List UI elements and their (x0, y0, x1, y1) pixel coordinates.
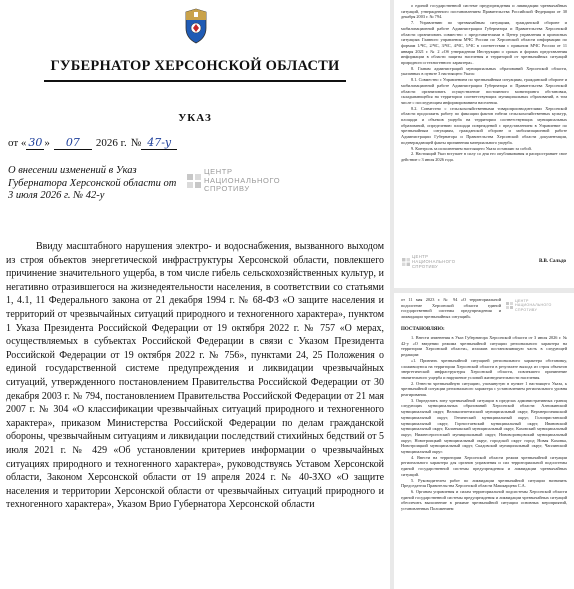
page-2-body (401, 3, 567, 248)
paragraph: 5. Руководителем работ по ликвидации чрезвычайной ситуации назначить Председателя Правительства Херсонской области Машкарцева С.А. (401, 477, 567, 489)
document-page-2 (394, 0, 574, 288)
watermark-mark-icon (187, 174, 201, 188)
date-year: 2026 г. (95, 137, 127, 149)
paragraph: 6. Органам управления и силам территориальной подсистемы Херсонской области единой государственной системы предупреждения и ликвидации чрезвычайных ситуаций обеспечить выполнение в режиме чрезвычайной ситуации основных мероприятий, установленных Положением (401, 488, 567, 512)
watermark-mark-icon (506, 302, 513, 309)
issuing-authority: ГУБЕРНАТОР ХЕРСОНСКОЙ ОБЛАСТИ (50, 58, 340, 74)
document-page-3 (394, 293, 574, 589)
paragraph: 9. Контроль за исполнением настоящего Указа оставляю за собой. (411, 145, 532, 151)
watermark-logo (402, 254, 455, 269)
document-type: УКАЗ (178, 112, 212, 124)
date-day: 30 (28, 136, 43, 149)
document-number: 47-у (141, 136, 177, 150)
paragraph: 8.1. Совместно с Управлением по чрезвычайным ситуациям, гражданской обороне и мобилизационной работе Администрации Губернатора и Правительства Херсонской области организовать осуществление постоянного мониторинга обстановки, складывающейся на территории соответствующих муниципальных образований, в том числе с последующим информированием населения. (401, 77, 567, 105)
watermark-line-3: СПРОТИВУ (204, 184, 250, 193)
paragraph: 3. Определить зону чрезвычайной ситуации в пределах административных границ следующих муниципальных образований Херсонской области: Алешкинский муниципальный округ, Великолепетихский муниципальный округ, Верхнерогачикский муниципальный округ, Генический муниципальный округ, Голопристанский муниципальный округ, Горностаевский муниципальный округ, Ивановский муниципальный округ, Каланчакский муниципальный округ, Каховский муниципальный округ, Нижнесерогозский муниципальный округ, Нововоронцовский муниципальный округ, Новотроицкий муниципальный округ, городской округ город Новая Каховка, Новотроицкий муниципальный округ, Скадовский муниципальный округ, Чаплинский муниципальный округ. (401, 397, 567, 455)
watermark-line-3: СПРОТИВУ (412, 264, 439, 269)
page-3-header: от 11 мая 2023 г. № 94 «О территориальной подсистеме Херсонской области единой государственной системы предупреждения и ликвидации чрезвычайных ситуаций» (401, 297, 501, 320)
document-title: О внесении изменений в Указ Губернатора Херсонской области от 3 июля 2026 г. № 42-у (8, 165, 177, 201)
watermark-line-1: ЦЕНТР (515, 299, 529, 303)
preamble-paragraph: Ввиду масштабного нарушения электро- и водоснабжения, вызванного выходом из строя объектов энергетической инфраструктуры Херсонской области, повлекшего причинение значительного ущерба, в том числе гибель сельскохозяйственных культур, и негативно отразившегося на жизнедеятельности населения, в соответствии со статьями 1, 4.1, 11 Федерального закона от 21 декабря 1994 г. № 68-ФЗ «О защите населения и территорий от чрезвычайных ситуаций природного и техногенного характера», пунктом 1 Указа Президента Российской Федерации от 19 октября 2022 г. № 757 «О мерах, осуществляемых в субъектах Российской Федерации в связи с Указом Президента Российской Федерации от 19 октября 2022 г. № 756», пунктами 24, 25 Положения о единой государственной системе предупреждения и ликвидации чрезвычайных ситуаций, утвержденного постановлением Правительства Российской Федерации от 30 декабря 2003 г. № 794, постановлением Правительства Российской Федерации от 21 мая 2007 г. № 304 «О классификации чрезвычайных ситуаций природного и техногенного характера», приказом Министерства Российской Федерации по делам гражданской обороны, чрезвычайным ситуациям и ликвидации последствий стихийных бедствий от 5 июля 2021 г. № 429 «Об установлении критериев информации о чрезвычайных ситуациях природного и техногенного характера», руководствуясь Уставом Херсонской области, Законом Херсонской области от 19 апреля 2024 г. № 40-ЗХО «О защите населения и территории Херсонской области от чрезвычайных ситуаций природного и техногенного характера», Указом Врио Губернатора Херсонской области (6, 241, 384, 511)
paragraph: 8. Главам администраций муниципальных образований Херсонской области, указанных в пункте 3 настоящего Указа: (401, 65, 567, 77)
paragraph: 2. Настоящий Указ вступает в силу со дня его опубликования и распространяет свое действие с 3 июля 2026 года. (401, 151, 567, 162)
signer-name: В.В. Сальдо (538, 259, 566, 264)
watermark-mark-icon (402, 258, 410, 266)
watermark-line-2: НАЦИОНАЛЬНОГО (515, 303, 552, 308)
watermark-line-3: СПРОТИВУ (515, 307, 538, 312)
page-3-body (401, 335, 567, 585)
date-quote-close: » (44, 137, 50, 149)
paragraph: о единой государственной системе предупреждения и ликвидации чрезвычайных ситуаций, утвержденного постановлением Правительства Российской Федерации от 30 декабря 2003 г. № 794. (401, 3, 567, 20)
paragraph: 2. Отнести чрезвычайную ситуацию, упомянутую в пункте 1 настоящего Указа, к чрезвычайной ситуации регионального характера с установлением регионального уровня реагирования. (401, 380, 567, 398)
watermark-line-2: НАЦИОНАЛЬНОГО (204, 175, 281, 185)
date-prefix: от « (8, 137, 27, 149)
header-rule (44, 80, 346, 82)
paragraph: 4. Ввести на территории Херсонской области режим чрезвычайной ситуации регионального характера для органов управления и сил территориальной подсистемы единой государственной системы предупреждения и ликвидации чрезвычайных ситуаций. (401, 454, 567, 477)
date-month: 07 (54, 136, 92, 150)
watermark-logo (506, 299, 552, 312)
paragraph: 8.2. Совместно с сельскохозяйственными товаропроизводителями Херсонской области продолжить работу по фиксации фактов гибели сельскохозяйственных культур, площади и объемов ущерба на территории соответствующих муниципальных образований, определению площади повреждений с представлением в Управление по чрезвычайным ситуациям, гражданской обороне и мобилизационной работе Администрации Губернатора и Правительства Херсонской области документации, подтверждающей факты причинения материального ущерба. (401, 105, 567, 145)
watermark-line-1: ЦЕНТР (204, 167, 233, 176)
coat-of-arms-icon (183, 8, 209, 44)
decree-keyword: ПОСТАНОВЛЯЮ: (401, 327, 445, 332)
number-label: № (130, 137, 142, 149)
paragraph: «1. Признать чрезвычайной ситуацией регионального характера обстановку, сложившуюся на территории Херсонской области в результате выхода из строя объектов энергетической инфраструктуры Херсонской области, повлекшего причинение значительного ущерба и нарушение условий жизнедеятельности населения. (401, 357, 567, 380)
watermark-line-2: НАЦИОНАЛЬНОГО (412, 259, 456, 264)
paragraph: 7. Управлению по чрезвычайным ситуациям, гражданской обороне и мобилизационной работе Администрации Губернатора и Правительства Херсонской области организовать совместно с представителями в Центр управления в кризисных ситуациях Главного управления МЧС России по Херсонской области информации по формам 1/ЧС, 2/ЧС, 3/ЧС, 4/ЧС, 5/ЧС в соответствии с приказом МЧС России от 11 января 2021 г. № 2 «Об утверждении Инструкции о сроках и формах представления информации в области защиты населения и территорий от чрезвычайных ситуаций природного и техногенного характера». (401, 20, 567, 66)
paragraph: 1. Внести изменения в Указ Губернатора Херсонской области от 3 июля 2026 г. № 42-у «О введении режима чрезвычайной ситуации регионального характера на территории Херсонской области», изложив постановляющую часть в следующей редакции: (401, 335, 567, 358)
watermark-logo (187, 168, 280, 194)
date-number-line (8, 136, 186, 150)
watermark-line-1: ЦЕНТР (412, 254, 429, 259)
